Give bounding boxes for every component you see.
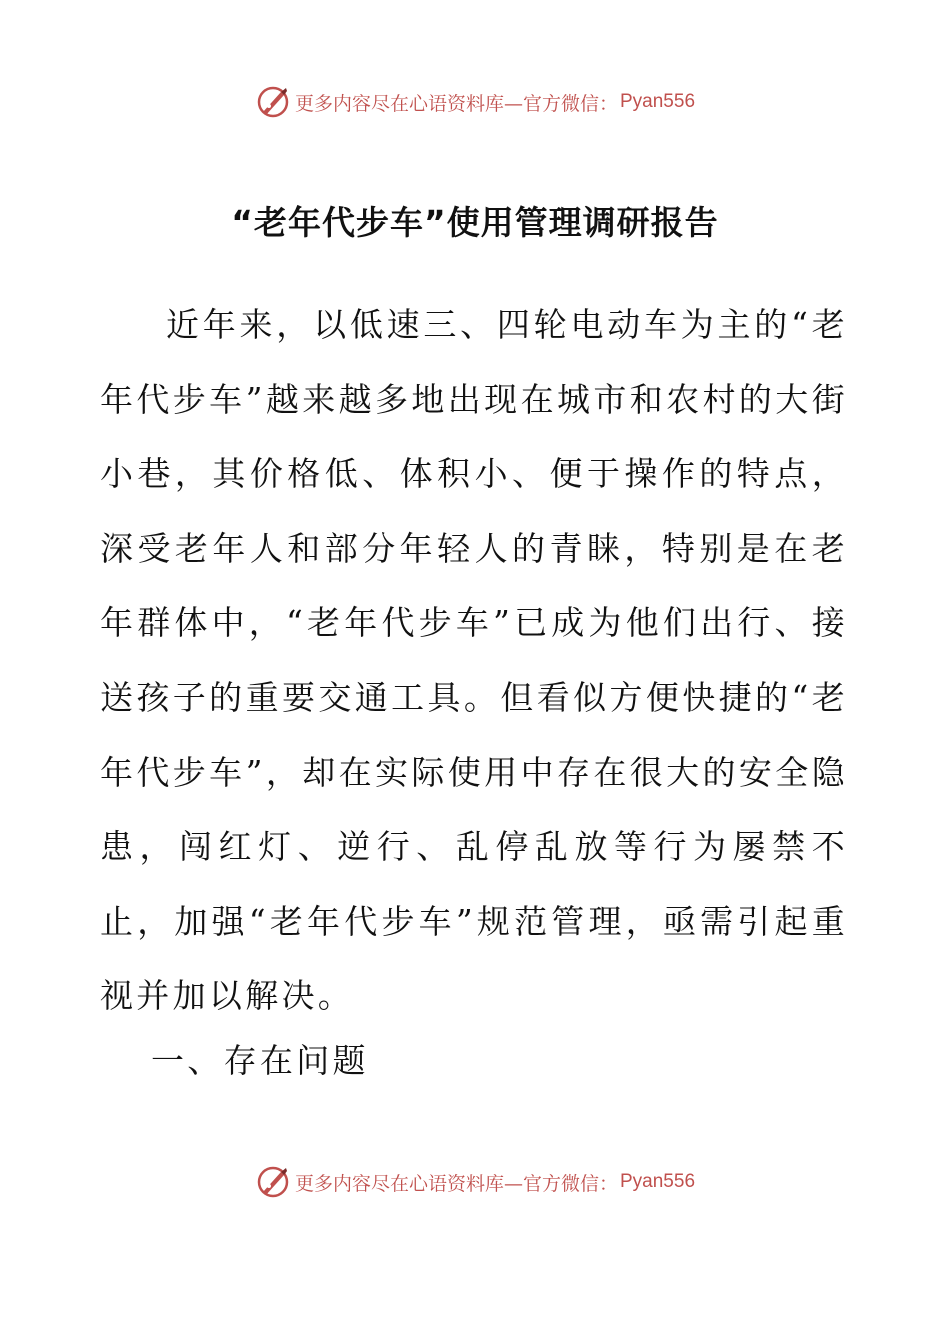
watermark-text: 更多内容尽在心语资料库—官方微信：	[294, 1172, 618, 1195]
watermark-footer	[0, 1162, 950, 1202]
watermark-handle: Pyan556	[620, 1171, 696, 1192]
pen-nib-logo-icon	[255, 1164, 291, 1200]
watermark-text: 更多内容尽在心语资料库—官方微信：	[294, 92, 618, 115]
section-heading: 一、存在问题	[151, 1041, 369, 1080]
pen-nib-logo-icon	[255, 84, 291, 120]
document-title: “老年代步车”使用管理调研报告	[231, 203, 719, 242]
intro-paragraph: 近年来，以低速三、四轮电动车为主的“老年代步车”越来越多地出现在城市和农村的大街小巷，其价格低、体积小、便于操作的特点，深受老年人和部分年轻人的青睐，特别是在老年群体中，“老年代步车”已成为他们出行、接送孩子的重要交通工具。但看似方便快捷的“老年代步车”，却在实际使用中存在很大的安全隐患，闯红灯、逆行、乱停乱放等行为屡禁不止，加强“老年代步车”规范管理，亟需引起重视并加以解决。	[100, 305, 848, 1016]
watermark-header	[0, 82, 950, 122]
watermark-handle: Pyan556	[620, 91, 696, 112]
